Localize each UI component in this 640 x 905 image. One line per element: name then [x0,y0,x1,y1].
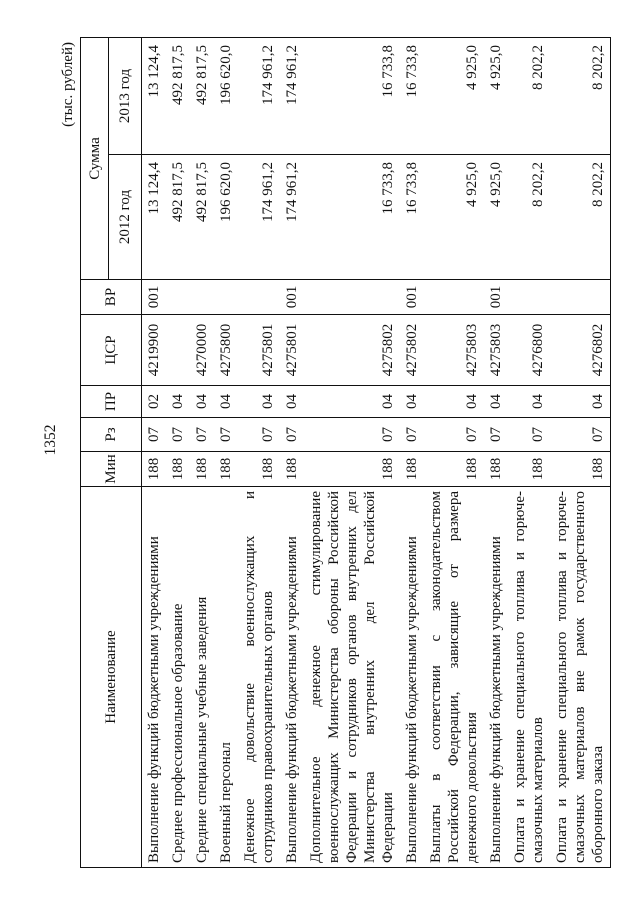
sum-2012-cell: 8 202,2 [508,155,550,280]
csr-cell [166,315,190,386]
sum-2012-cell: 196 620,0 [214,155,238,280]
pr-cell: 04 [550,386,611,418]
name-line: Дополнительное денежное стимулирование [308,491,324,863]
name-line: Оплата и хранение специального топлива и горюче- [554,491,570,863]
vr-cell [424,280,484,315]
header-year-2013: 2013 год [109,37,142,154]
min-cell: 188 [214,452,238,487]
min-cell: 188 [304,452,400,487]
name-cell [280,487,304,868]
rz-cell: 07 [550,418,611,452]
name-line: Средние специальные учебные заведения [194,596,210,863]
table-row [280,37,304,867]
header-vr: ВР [81,280,142,315]
page-number: 1352 [42,424,59,456]
vr-cell [166,280,190,315]
csr-cell: 4275801 [238,315,280,386]
pr-cell: 02 [142,386,167,418]
sum-2012-cell: 492 817,5 [166,155,190,280]
name-cell [142,487,167,868]
csr-cell: 4219900 [142,315,167,386]
sum-2013-cell: 13 124,4 [142,37,167,154]
sum-2013-cell: 4 925,0 [484,37,508,154]
name-cell [304,487,400,868]
name-line: оборонного заказа [590,745,606,863]
rz-cell: 07 [484,418,508,452]
csr-cell: 4275803 [484,315,508,386]
pr-cell: 04 [508,386,550,418]
name-cell [400,487,424,868]
min-cell: 188 [166,452,190,487]
name-cell [166,487,190,868]
min-cell: 188 [550,452,611,487]
sum-2012-cell: 13 124,4 [142,155,167,280]
budget-table [80,37,611,868]
name-line: Федерации [380,792,396,863]
pr-cell: 04 [304,386,400,418]
units-label: (тыс. рублей) [60,42,76,127]
sum-2012-cell: 492 817,5 [190,155,214,280]
vr-cell [190,280,214,315]
pr-cell: 04 [424,386,484,418]
table-row [304,37,400,867]
sum-2013-cell: 196 620,0 [214,37,238,154]
name-line: Российской Федерации, зависящие от размера [446,491,462,863]
header-rz: Рз [81,418,142,452]
header-sum: Сумма [81,37,109,279]
name-line: военнослужащих Министерства обороны Российской [326,491,342,863]
min-cell: 188 [484,452,508,487]
sum-2012-cell: 16 733,8 [304,155,400,280]
table-row [166,37,190,867]
rz-cell: 07 [238,418,280,452]
sum-2013-cell: 16 733,8 [400,37,424,154]
table-row [142,37,167,867]
csr-cell: 4276802 [550,315,611,386]
name-cell [550,487,611,868]
name-line: Федерации и сотрудников органов внутренних дел [344,491,360,863]
sum-2012-cell: 4 925,0 [424,155,484,280]
header-min: Мин [81,452,142,487]
csr-cell: 4270000 [190,315,214,386]
sum-2013-cell: 8 202,2 [550,37,611,154]
csr-cell: 4275802 [304,315,400,386]
csr-cell: 4275803 [424,315,484,386]
table-row [550,37,611,867]
sum-2012-cell: 174 961,2 [238,155,280,280]
sum-2012-cell: 4 925,0 [484,155,508,280]
name-line: сотрудников правоохранительных органов [260,591,276,863]
min-cell: 188 [280,452,304,487]
name-line: Министерства внутренних дел Российской [362,491,378,863]
vr-cell [508,280,550,315]
csr-cell: 4276800 [508,315,550,386]
name-line: смазочных материалов вне рамок государственного [572,491,588,863]
sum-2012-cell: 16 733,8 [400,155,424,280]
vr-cell [214,280,238,315]
min-cell: 188 [424,452,484,487]
table-row [190,37,214,867]
vr-cell [304,280,400,315]
header-name: Наименование [81,487,142,868]
table-row [214,37,238,867]
pr-cell: 04 [400,386,424,418]
name-line: Выплаты в соответствии с законодательством [428,491,444,863]
vr-cell [550,280,611,315]
table-row [400,37,424,867]
name-line: Военный персонал [218,742,234,863]
name-cell [424,487,484,868]
table-row [424,37,484,867]
name-line: смазочных материалов [530,717,546,863]
csr-cell: 4275800 [214,315,238,386]
rz-cell: 07 [166,418,190,452]
sum-2013-cell: 174 961,2 [280,37,304,154]
min-cell: 188 [238,452,280,487]
header-year-2012: 2012 год [109,155,142,280]
csr-cell: 4275801 [280,315,304,386]
sum-2013-cell: 4 925,0 [424,37,484,154]
rz-cell: 07 [400,418,424,452]
name-line: Денежное довольствие военнослужащих и [242,491,258,863]
sum-2013-cell: 492 817,5 [190,37,214,154]
name-cell [238,487,280,868]
pr-cell: 04 [484,386,508,418]
vr-cell: 001 [484,280,508,315]
rz-cell: 07 [214,418,238,452]
sum-2012-cell: 8 202,2 [550,155,611,280]
name-line: Среднее профессиональное образование [170,603,186,863]
min-cell: 188 [190,452,214,487]
rz-cell: 07 [190,418,214,452]
name-cell [508,487,550,868]
sum-2013-cell: 8 202,2 [508,37,550,154]
name-line: Выполнение функций бюджетными учреждениями [284,536,300,863]
sum-2013-cell: 174 961,2 [238,37,280,154]
name-line: Оплата и хранение специального топлива и горюче- [512,491,528,863]
table-row [508,37,550,867]
vr-cell: 001 [400,280,424,315]
pr-cell: 04 [190,386,214,418]
header-csr: ЦСР [81,315,142,386]
header-row [81,37,109,867]
rz-cell: 07 [142,418,167,452]
vr-cell: 001 [142,280,167,315]
name-line: денежного довольствия [464,712,480,863]
rz-cell: 07 [508,418,550,452]
table-row [238,37,280,867]
sum-2013-cell: 16 733,8 [304,37,400,154]
name-line: Выполнение функций бюджетными учреждениями [404,536,420,863]
csr-cell: 4275802 [400,315,424,386]
rz-cell: 07 [304,418,400,452]
vr-cell: 001 [280,280,304,315]
name-cell [484,487,508,868]
min-cell: 188 [508,452,550,487]
name-line: Выполнение функций бюджетными учреждениями [488,536,504,863]
header-pr: ПР [81,386,142,418]
pr-cell: 04 [214,386,238,418]
min-cell: 188 [400,452,424,487]
min-cell: 188 [142,452,167,487]
pr-cell: 04 [280,386,304,418]
name-cell [214,487,238,868]
name-line: Выполнение функций бюджетными учреждениями [146,536,162,863]
name-cell [190,487,214,868]
vr-cell [238,280,280,315]
sum-2012-cell: 174 961,2 [280,155,304,280]
rz-cell: 07 [280,418,304,452]
rz-cell: 07 [424,418,484,452]
pr-cell: 04 [238,386,280,418]
sum-2013-cell: 492 817,5 [166,37,190,154]
pr-cell: 04 [166,386,190,418]
table-row [484,37,508,867]
